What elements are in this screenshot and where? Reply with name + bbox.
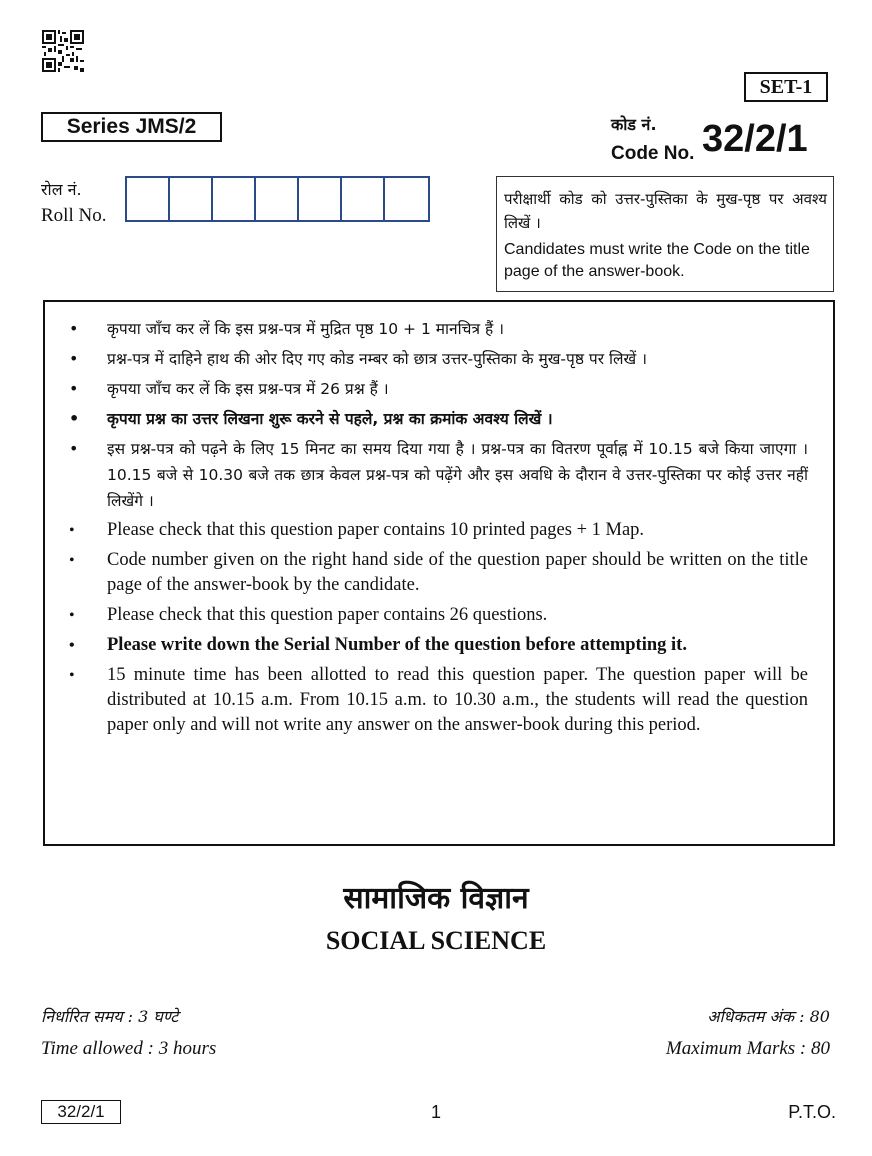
instruction-text: Please check that this question paper contains 10 printed pages + 1 Map. — [107, 520, 645, 540]
bullet-icon: • — [69, 439, 79, 458]
instruction-item — [69, 663, 808, 738]
instruction-item — [69, 376, 808, 402]
notice-english: Candidates must write the Code on the title page of the answer-book. — [504, 241, 810, 280]
roll-number-box[interactable] — [170, 178, 213, 220]
roll-label-hindi: रोल नं. — [41, 180, 82, 199]
bullet-icon: • — [69, 349, 79, 368]
instructions-box — [43, 300, 835, 846]
instruction-text: 15 minute time has been allotted to read this question paper. The question paper will be distributed at 10.15 a.m. From 10.15 a.m. to 10.30 a.m., the students will read the question paper only and will not write any answer on the answer-book during this period. — [107, 665, 808, 735]
roll-number-boxes[interactable] — [125, 176, 430, 222]
bullet-icon: • — [69, 379, 79, 398]
instruction-item — [69, 518, 808, 543]
max-marks-english: Maximum Marks : 80 — [665, 1038, 830, 1059]
roll-number-box[interactable] — [385, 178, 428, 220]
instruction-text: कृपया प्रश्न का उत्तर लिखना शुरू करने से पहले, प्रश्न का क्रमांक अवश्य लिखें । — [107, 410, 553, 428]
bullet-icon: • — [69, 667, 75, 684]
bullet-icon: • — [69, 522, 75, 539]
pto-label: P.T.O. — [788, 1102, 836, 1122]
roll-number-box[interactable] — [213, 178, 256, 220]
instruction-text: Code number given on the right hand side of the question paper should be written on the title page of the answer-book by the candidate. — [107, 550, 808, 595]
series-label: Series JMS/2 — [41, 112, 222, 142]
instruction-text: कृपया जाँच कर लें कि इस प्रश्न-पत्र में मुद्रित पृष्ठ 10 + 1 मानचित्र हैं । — [107, 320, 504, 338]
instruction-text: Please write down the Serial Number of the question before attempting it. — [107, 635, 687, 655]
notice-hindi: परीक्षार्थी कोड को उत्तर-पुस्तिका के मुख-पृष्ठ पर अवश्य लिखें । — [504, 190, 827, 232]
time-allowed-hindi: निर्धारित समय : 3 घण्टे — [41, 1007, 179, 1026]
code-label-english: Code No. — [611, 143, 695, 164]
time-allowed-english: Time allowed : 3 hours — [41, 1038, 217, 1059]
instructions-list — [69, 316, 808, 738]
bullet-icon: • — [69, 409, 80, 428]
subject-title-hindi: सामाजिक विज्ञान — [343, 881, 529, 916]
instruction-item — [69, 436, 808, 514]
code-notice-box — [496, 176, 834, 292]
footer-code: 32/2/1 — [41, 1100, 121, 1124]
roll-number-box[interactable] — [299, 178, 342, 220]
roll-number-box[interactable] — [256, 178, 299, 220]
instruction-text: प्रश्न-पत्र में दाहिने हाथ की ओर दिए गए कोड नम्बर को छात्र उत्तर-पुस्तिका के मुख-पृष्ठ पर लिखें । — [107, 350, 647, 368]
page-number: 1 — [430, 1102, 441, 1122]
instruction-text: इस प्रश्न-पत्र को पढ़ने के लिए 15 मिनट का समय दिया गया है । प्रश्न-पत्र का वितरण पूर्वाह्न में 10.15 बजे किया जाएगा । 10.15 बजे से 10.30 बजे तक छात्र केवल प्रश्न-पत्र को पढ़ेंगे और इस अवधि के दौरान वे उत्तर-पुस्तिका पर कोई उत्तर नहीं लिखेंगे । — [107, 440, 808, 510]
instruction-item — [69, 406, 808, 432]
set-label: SET-1 — [744, 72, 828, 102]
bullet-icon: • — [69, 607, 75, 624]
instruction-item — [69, 548, 808, 598]
instruction-item — [69, 316, 808, 342]
subject-title-english: SOCIAL SCIENCE — [325, 926, 547, 955]
instruction-text: Please check that this question paper contains 26 questions. — [107, 605, 548, 625]
code-number: 32/2/1 — [702, 118, 808, 160]
roll-number-box[interactable] — [127, 178, 170, 220]
qr-code-icon — [42, 30, 84, 72]
instruction-item — [69, 603, 808, 628]
roll-number-box[interactable] — [342, 178, 385, 220]
bullet-icon: • — [69, 552, 75, 569]
instruction-item — [69, 346, 808, 372]
bullet-icon: • — [69, 319, 79, 338]
bullet-icon: • — [69, 637, 75, 654]
instruction-item — [69, 633, 808, 658]
max-marks-hindi: अधिकतम अंक : 80 — [707, 1007, 830, 1026]
roll-label-english: Roll No. — [41, 205, 107, 226]
code-label-hindi: कोड नं. — [611, 115, 657, 134]
instruction-text: कृपया जाँच कर लें कि इस प्रश्न-पत्र में 26 प्रश्न हैं । — [107, 380, 389, 398]
